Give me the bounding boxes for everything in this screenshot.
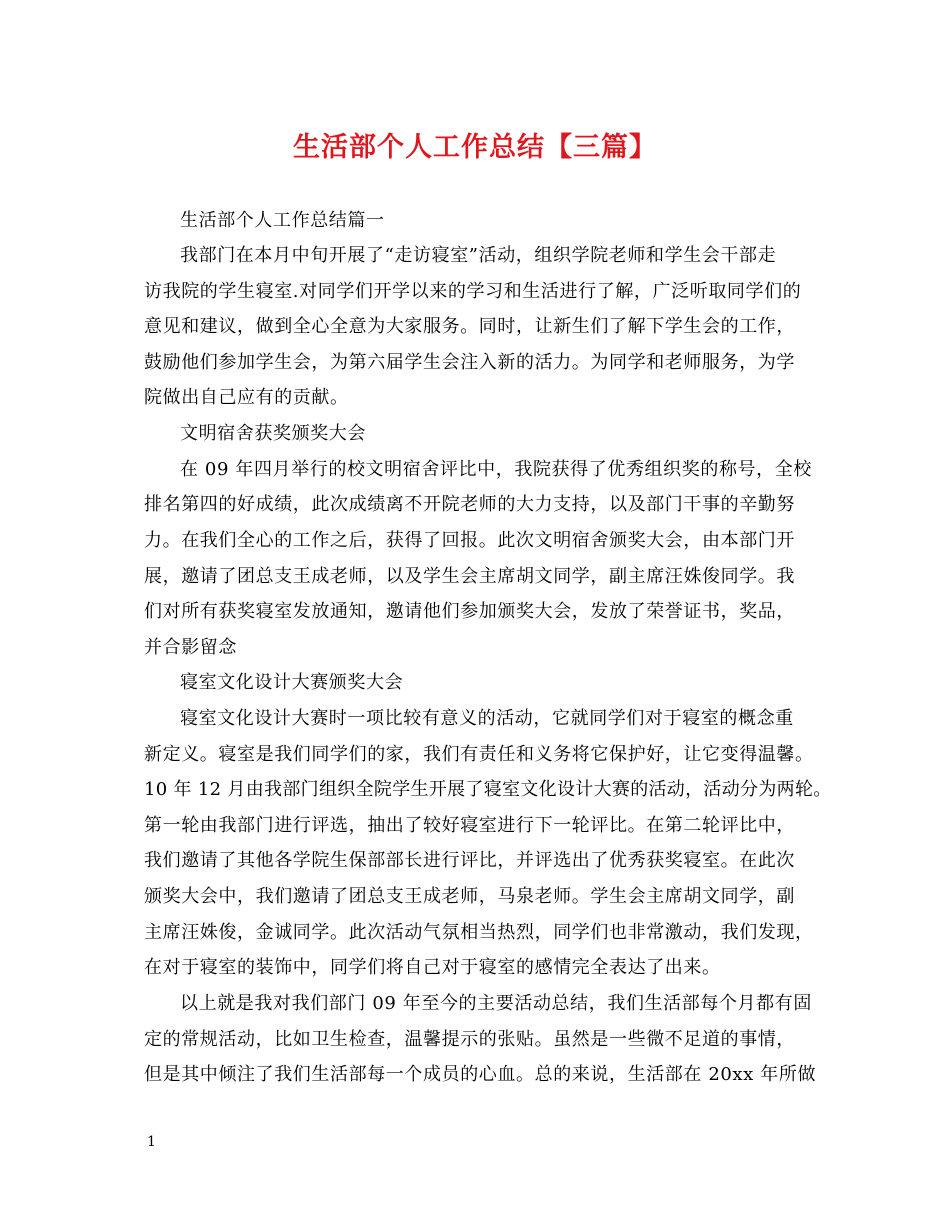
section-heading: 生活部个人工作总结篇一 (180, 210, 385, 231)
paragraph-line: 并合影留念 (144, 637, 237, 658)
paragraph-line: 排名第四的好成绩，此次成绩离不开院老师的大力支持，以及部门干事的辛勤努 (144, 494, 795, 515)
paragraph-line: 以上就是我对我们部门 09 年至今的主要活动总结，我们生活部每个月都有固 (180, 993, 812, 1014)
paragraph-line: 主席汪姝俊，金诚同学。此次活动气氛相当热烈，同学们也非常激动，我们发现， (144, 922, 814, 943)
page-number: 1 (147, 1134, 156, 1150)
paragraph-line: 展，邀请了团总支王成老师，以及学生会主席胡文同学，副主席汪姝俊同学。我 (144, 566, 795, 587)
paragraph-line: 们对所有获奖寝室发放通知，邀请他们参加颁奖大会，发放了荣誉证书，奖品， (144, 601, 795, 622)
paragraph-line: 新定义。寝室是我们同学们的家，我们有责任和义务将它保护好，让它变得温馨。 (144, 744, 814, 765)
paragraph-line: 访我院的学生寝室.对同学们开学以来的学习和生活进行了解，广泛听取同学们的 (144, 281, 802, 302)
paragraph-line: 颁奖大会中，我们邀请了团总支王成老师，马泉老师。学生会主席胡文同学，副 (144, 886, 795, 907)
paragraph-line: 寝室文化设计大赛时一项比较有意义的活动，它就同学们对于寝室的概念重 (180, 708, 794, 729)
paragraph-line: 我们邀请了其他各学院生保部部长进行评比，并评选出了优秀获奖寝室。在此次 (144, 850, 795, 871)
section-heading: 寝室文化设计大赛颁奖大会 (180, 672, 404, 693)
document-title: 生活部个人工作总结【三篇】 (293, 132, 657, 163)
paragraph-line: 定的常规活动，比如卫生检查，温馨提示的张贴。虽然是一些微不足道的事情， (144, 1029, 795, 1050)
section-heading: 文明宿舍获奖颁奖大会 (180, 423, 366, 444)
paragraph-line: 第一轮由我部门进行评选，抽出了较好寝室进行下一轮评比。在第二轮评比中， (144, 815, 795, 836)
paragraph-line: 院做出自己应有的贡献。 (144, 387, 349, 408)
paragraph-line: 但是其中倾注了我们生活部每一个成员的心血。总的来说，生活部在 20xx 年所做 (144, 1064, 817, 1085)
paragraph-line: 鼓励他们参加学生会，为第六届学生会注入新的活力。为同学和老师服务，为学 (144, 352, 795, 373)
paragraph-line: 力。在我们全心的工作之后，获得了回报。此次文明宿舍颁奖大会，由本部门开 (144, 530, 795, 551)
paragraph-line: 我部门在本月中旬开展了“走访寝室”活动，组织学院老师和学生会干部走 (180, 245, 777, 266)
paragraph-line: 10 年 12 月由我部门组织全院学生开展了寝室文化设计大赛的活动，活动分为两轮。 (144, 779, 832, 800)
paragraph-line: 在 09 年四月举行的校文明宿舍评比中，我院获得了优秀组织奖的称号，全校 (180, 459, 812, 480)
paragraph-line: 意见和建议，做到全心全意为大家服务。同时，让新生们了解下学生会的工作， (144, 316, 795, 337)
paragraph-line: 在对于寝室的装饰中，同学们将自己对于寝室的感情完全表达了出来。 (144, 957, 721, 978)
